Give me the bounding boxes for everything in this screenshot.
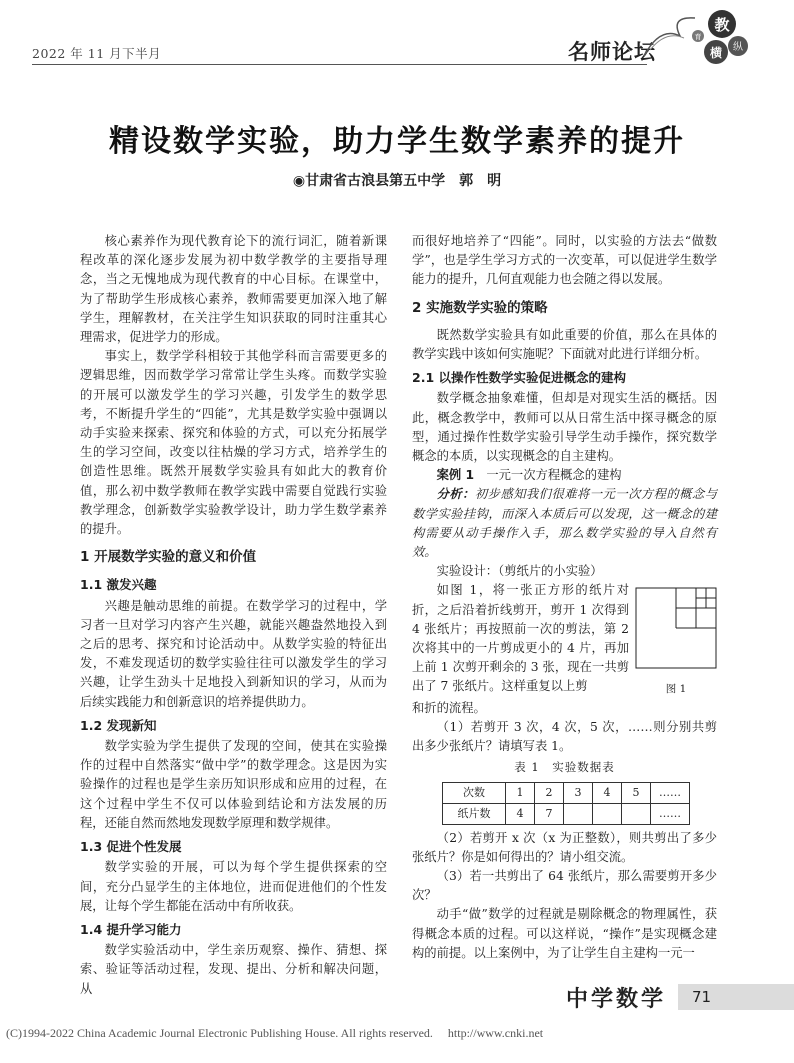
column-name: 名师论坛 [568,40,656,64]
header-rule [32,64,647,65]
table-cell: 次数 [443,782,506,803]
table-cell: 3 [564,782,593,803]
analysis-paragraph [412,485,717,562]
table-cell: 1 [506,782,535,803]
paragraph: 实验设计：（剪纸片的小实验） [436,564,603,579]
subsection-heading: 1.2 发现新知 [80,717,157,733]
subsection-heading: 1.3 促进个性发展 [80,839,182,855]
table-cell: 4 [593,782,622,803]
journal-logo [640,6,760,76]
table-cell: 2 [535,782,564,803]
right-column [412,232,717,963]
table-cell [564,803,593,824]
paragraph: 数学概念抽象难懂，但却是对现实生活的概括。因此，概念教学中，教师可以从日常生活中探寻概念的原型，通过操作性数学实验引导学生动手操作，探究数学概念的本质，以实现概念的自主建构。 [412,391,717,464]
section-heading: 1 开展数学实验的意义和价值 [80,549,257,566]
page-number: 71 [678,984,794,1010]
paragraph: 兴趣是触动思维的前提。在数学学习的过程中，学习者一旦对学习内容产生兴趣，就能兴趣盎然地投入到之后的思考、探究和讨论活动中。从数学实验的特征出发，不难发现适切的数学实验往往可以激发学生的学习兴趣，让学生劲头十足地投入到新知识的学习，从而为后续实践能力和创新意识的培养提供助力。 [80,598,387,709]
question-1: （1）若剪开 3 次，4 次，5 次，……则分别共剪出多少张纸片？请填写表 1。 [412,720,717,754]
paragraph: 数学实验活动中，学生亲历观察、操作、猜想、探索、验证等活动过程，发现、提出、分析和解决问题，从 [80,943,387,996]
table-cell: …… [651,803,690,824]
journal-brand: 中学数学 [566,986,667,1012]
paragraph: 和折的流程。 [412,700,486,715]
subsection-heading: 1.4 提升学习能力 [80,921,182,937]
table-cell: 4 [506,803,535,824]
figure-caption: 图 1 [665,682,687,695]
case-heading [412,466,717,485]
left-column [80,232,387,999]
paragraph: 核心素养作为现代教育论下的流行词汇，随着新课程改革的深化逐步发展为初中数学教学的主要指导理念，当之无愧地成为现代教育的中心目标。在课堂中，为了帮助学生形成核心素养，教师需要更加深入地了解学生，理解教材，在关注学生知识获取的同时注重其心理需求，促进学力的形成。 [80,234,387,345]
question-2: （2）若剪开 x 次（x 为正整数），则共剪出了多少张纸片？你是如何得出的？请小组交流。 [412,830,717,864]
logo-char-1: 教 [714,16,730,34]
paragraph: 数学实验为学生提供了发现的空间，使其在实验操作的过程中自然落实“做中学”的数学理念。这是因为实验操作的过程也是学生亲历知识形成和应用的过程，在这个过程中学生不仅可以体验到结论和方法发展的历程，还能自然而然地发现数学原理和数学规律。 [80,739,387,830]
table-cell [622,803,651,824]
table-cell: …… [651,782,690,803]
data-table [442,782,690,825]
subsection-heading: 2.1 以操作性数学实验促进概念的建构 [412,370,626,386]
case-title: 一元一次方程概念的建构 [474,468,622,483]
paragraph: 动手“做”数学的过程就是剔除概念的物理属性，获得概念本质的过程。可以这样说，“操作”是实现概念建构的前提。以上案例中，为了让学生自主建构一元一 [412,907,717,960]
paragraph: 数学实验的开展，可以为每个学生提供探索的空间，充分凸显学生的主体地位，进而促进他们的个性发展，让每个学生都能在活动中有所收获。 [80,860,387,913]
logo-char-4: 横 [709,46,723,60]
logo-char-2: 育 [694,33,702,41]
paragraph: 事实上，数学学科相较于其他学科而言需要更多的逻辑思维，因而数学学习常常让学生头疼。而数学实验的开展可以激发学生的学习兴趣，引发学生的数学思考，不断提升学生的“四能”，尤其是数学实验中强调以动手实验来探索、探究和体验的方式，可以充分拓展学生的学习空间，改变以往枯燥的学习方式，培养学生的创造性思维。既然开展数学实验具有如此大的教育价值，那么初中数学教师在教学实践中需要自觉践行实验教学理念，创新数学实验教学设计，助力学生数学素养的提升。 [80,349,387,537]
logo-char-3: 纵 [733,42,743,53]
question-3: （3）若一共剪出了 64 张纸片，那么需要剪开多少次？ [412,869,717,903]
table-cell: 7 [535,803,564,824]
table-row [443,782,690,803]
table-cell: 纸片数 [443,803,506,824]
paragraph: 而很好地培养了“四能”。同时，以实验的方法去“做数学”，也是学生学习方式的一次变革，可以促进学生数学能力的提升，几何直观能力也会随之得以发展。 [412,234,717,287]
paragraph: 如图 1，将一张正方形的纸片对折，之后沿着折线剪开，剪开 1 次得到 4 张纸片；再按照前一次的剪法，第 2 次将其中的一片剪成更小的 4 片，再加上前 1 次剪开剩余的 3 张，现在一共剪出了 7 张纸片。这样重复以上剪 [412,583,629,694]
section-heading: 2 实施数学实验的策略 [412,299,548,316]
paragraph: 既然数学实验具有如此重要的价值，那么在具体的教学实践中该如何实施呢？下面就对此进行详细分析。 [412,327,717,362]
issue-date: 2022 年 11 月下半月 [32,46,162,61]
figure-block [412,581,717,698]
table-cell: 5 [622,782,651,803]
case-label: 案例 1 [436,468,475,483]
subsection-heading: 1.1 激发兴趣 [80,577,157,593]
analysis-label: 分析： [436,487,475,502]
paper-cut-diagram [635,587,717,669]
article-author: ◉甘肃省古浪县第五中学 郭 明 [292,173,502,189]
analysis-text: 初步感知我们很难将一元一次方程的概念与数学实验挂钩，而深入本质后可以发现，这一概念的建构需要从动手操作入手，那么数学实验的导入自然有效。 [412,487,717,560]
copyright-notice: (C)1994-2022 China Academic Journal Electronic Publishing House. All rights reserved. http://www.cnki.net [6,1026,544,1040]
table-row [443,803,690,824]
table-caption: 表 1 实验数据表 [514,760,615,775]
article-title: 精设数学实验，助力学生数学素养的提升 [109,124,685,159]
table-cell [593,803,622,824]
figure-1 [635,581,717,698]
